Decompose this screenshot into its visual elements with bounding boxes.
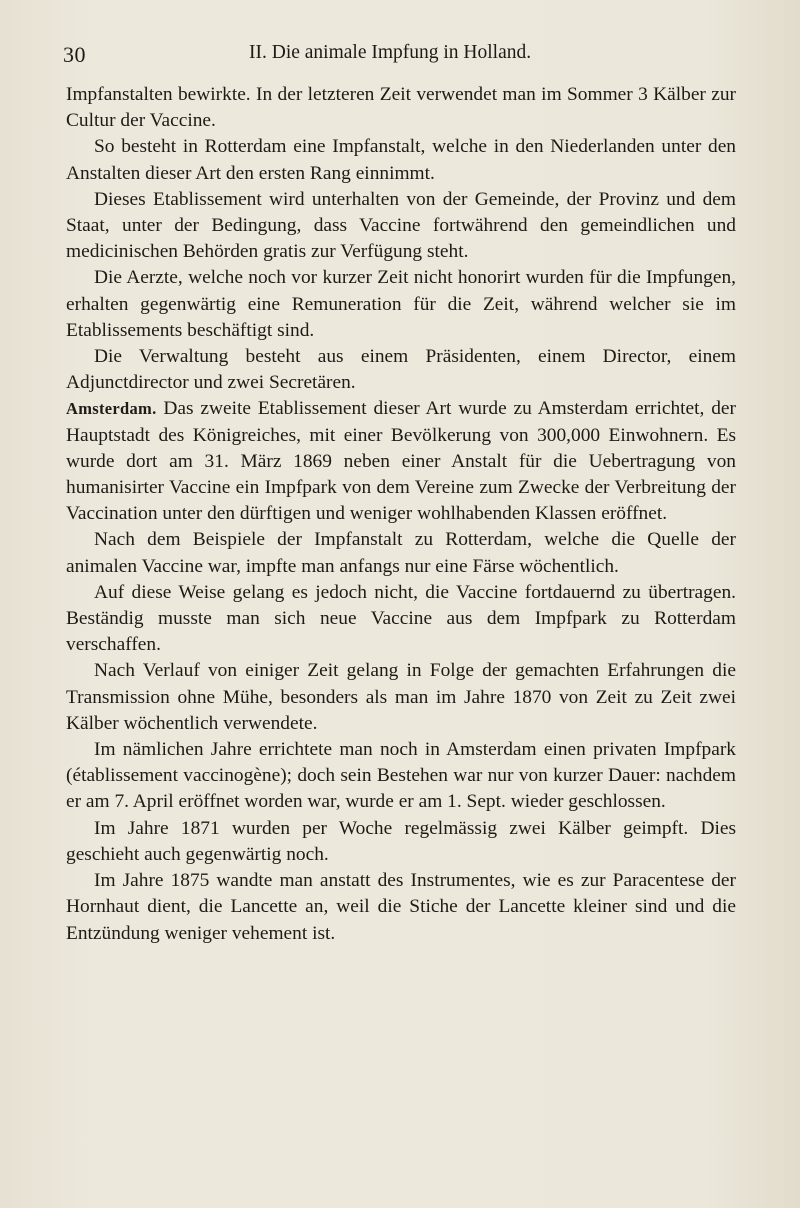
paragraph-text: Nach Verlauf von einiger Zeit gelang in Folge der gemachten Erfahrungen die Transmission ohne Mühe, besonders als man im Jahre 1870 von Zeit zu Zeit zwei Kälber wöchentlich verwendete. [66,660,736,734]
paragraph [66,658,736,737]
paragraph-text: Die Verwaltung besteht aus einem Präsidenten, einem Director, einem Adjunctdirector und zwei Secretären. [66,346,736,394]
paragraph [66,527,736,579]
side-heading-amsterdam: Amsterdam. [66,399,157,419]
paragraph-text: Im Jahre 1875 wandte man anstatt des Instrumentes, wie es zur Paracentese der Hornhaut dient, die Lancette an, weil die Stiche der Lancette kleiner sind und die Entzündung weniger vehement ist. [66,870,736,944]
page-number: 30 [63,42,86,67]
paragraph [66,265,736,344]
paragraph-text: Im nämlichen Jahre errichtete man noch in Amsterdam einen privaten Impfpark (établissement vaccinogène); doch sein Bestehen war nur von kurzer Dauer: nachdem er am 7. April eröffnet worden war, wurde er am 1. Sept. wieder geschlossen. [66,739,736,813]
paragraph-text: Das zweite Etablissement dieser Art wurde zu Amsterdam errichtet, der Hauptstadt des Königreiches, mit einer Bevölkerung von 300,000 Einwohnern. Es wurde dort am 31. März 1869 neben einer Anstalt für die Uebertragung von humanisirter Vaccine ein Impfpark von dem Vereine zum Zwecke der Verbreitung der Vaccination unter den dürftigen und weniger wohlhabenden Klassen eröffnet. [66,398,736,525]
paragraph [66,187,736,266]
body-text [66,82,736,947]
paragraph [66,134,736,186]
paragraph-text: So besteht in Rotterdam eine Impfanstalt, welche in den Niederlanden unter den Anstalten dieser Art den ersten Rang einnimmt. [66,136,736,184]
paragraph [66,868,736,947]
paragraph [66,580,736,659]
paragraph [66,737,736,816]
paragraph-text: Nach dem Beispiele der Impfanstalt zu Rotterdam, welche die Quelle der animalen Vaccine war, impfte man anfangs nur eine Färse wöchentlich. [66,529,736,577]
paragraph [66,344,736,396]
paragraph-amsterdam [66,396,736,527]
paragraph-text: Impfanstalten bewirkte. In der letzteren Zeit verwendet man im Sommer 3 Kälber zur Cultur der Vaccine. [66,84,736,132]
running-title: II. Die animale Impfung in Holland. [249,42,532,63]
paragraph [66,816,736,868]
paragraph-text: Auf diese Weise gelang es jedoch nicht, die Vaccine fortdauernd zu übertragen. Beständig musste man sich neue Vaccine aus dem Impfpark zu Rotterdam verschaffen. [66,581,736,656]
paragraph-text: Dieses Etablissement wird unterhalten von der Gemeinde, der Provinz und dem Staat, unter der Bedingung, dass Vaccine fortwährend den gemeindlichen und medicinischen Behörden gratis zur Verfügung steht. [66,188,736,263]
paragraph [66,82,736,134]
paragraph-text: Die Aerzte, welche noch vor kurzer Zeit nicht honorirt wurden für die Impfungen, erhalten gegenwärtig eine Remuneration für die Zeit, während welcher sie im Etablissements beschäftigt sind. [66,267,736,341]
paragraph-text: Im Jahre 1871 wurden per Woche regelmässig zwei Kälber geimpft. Dies geschieht auch gegenwärtig noch. [66,817,736,865]
page-header [63,42,736,76]
